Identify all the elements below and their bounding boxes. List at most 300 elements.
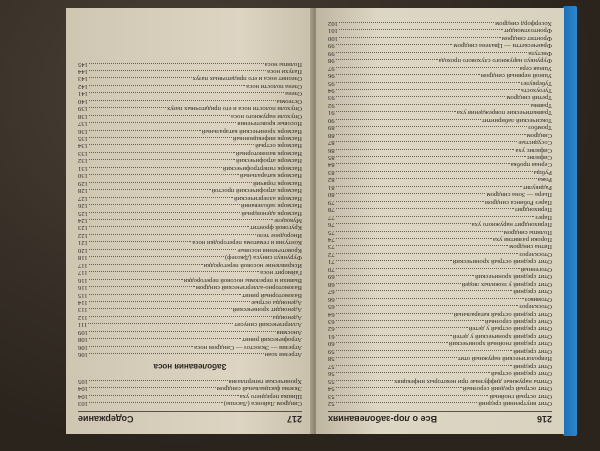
toc-entry: [328, 258, 552, 265]
toc-leader-dots: [89, 234, 256, 235]
toc-entry: [328, 332, 552, 339]
toc-leader-dots: [89, 167, 222, 168]
toc-entry-page: 52: [328, 400, 335, 407]
toc-leader-dots: [336, 141, 518, 142]
toc-entry-page: 58: [328, 355, 335, 363]
toc-entry-title: Атрофический ринит: [242, 336, 302, 344]
toc-leader-dots: [89, 219, 273, 220]
toc-leader-dots: [336, 59, 438, 60]
toc-entry-page: 59: [328, 347, 335, 355]
toc-entry-title: Аденоиды: [272, 313, 302, 321]
toc-entry-page: 132: [78, 157, 88, 165]
toc-entry-page: 73: [328, 243, 335, 251]
toc-entry-page: 125: [78, 209, 88, 217]
toc-entry-title: Отит средний: [513, 362, 552, 370]
toc-entry-page: 109: [78, 328, 88, 336]
toc-entry: [78, 179, 302, 186]
toc-entry-title: Токсический лабиринтит: [481, 116, 552, 124]
toc-entry: [328, 265, 552, 272]
toc-entry-title: Носовые кровотечения: [237, 120, 302, 128]
toc-entry: [328, 101, 552, 108]
toc-entry-title: Отит острый средний серозный: [462, 385, 552, 393]
toc-entry-page: 108: [78, 336, 88, 344]
toc-entry: [78, 291, 302, 298]
toc-leader-dots: [336, 164, 510, 165]
toc-entry: [78, 97, 302, 104]
toc-entry-page: 138: [78, 112, 88, 120]
toc-entry: [78, 68, 302, 75]
toc-entry: [78, 328, 302, 335]
toc-entry: [78, 269, 302, 276]
toc-entry: [328, 183, 552, 190]
left-page: [66, 8, 314, 434]
toc-entry-title: Аллергический синусит: [234, 321, 302, 329]
toc-leader-dots: [336, 238, 492, 239]
toc-entry-title: Перихондрит: [514, 206, 552, 214]
toc-entry: [78, 299, 302, 306]
toc-entry-page: 129: [78, 179, 88, 187]
toc-entry: [328, 243, 552, 250]
toc-entry-title: Вазомоторно-аллергический синдром: [195, 284, 302, 292]
toc-leader-dots: [89, 286, 195, 287]
toc-entry-title: Насморк инфекционный: [232, 135, 302, 143]
toc-entry: [78, 306, 302, 313]
toc-entry-title: Атрезия хоан: [264, 351, 302, 359]
toc-entry-title: Пьера — Зона синдром: [486, 191, 552, 199]
toc-entry-title: Франческетти — Цвалена синдром: [453, 42, 552, 50]
toc-entry: [328, 310, 552, 317]
toc-entry-title: Остеомы: [276, 97, 302, 105]
toc-entry: [78, 246, 302, 253]
toc-entry: [328, 206, 552, 213]
toc-entry: [78, 157, 302, 164]
toc-entry-title: Ушной нервный синдром: [480, 72, 552, 80]
toc-entry-page: 99: [328, 42, 335, 50]
toc-entry-title: Вывихи и переломы носовой перегородки: [183, 276, 302, 284]
toc-entry: [78, 60, 302, 67]
toc-entry: [78, 209, 302, 216]
toc-entry-title: Искривление носовой перегородки: [203, 261, 302, 269]
toc-leader-dots: [89, 197, 233, 198]
left-page-rotated: [66, 8, 314, 434]
toc-list-nose: [78, 60, 302, 358]
toc-entry: [328, 228, 552, 235]
toc-leader-dots: [336, 156, 526, 157]
toc-entry: [78, 75, 302, 82]
toc-entry-title: Травмы: [530, 101, 552, 109]
toc-leader-dots: [89, 174, 239, 175]
toc-leader-dots: [89, 380, 228, 381]
toc-entry-page: 104: [78, 392, 88, 400]
toc-entry-page: 117: [78, 261, 88, 269]
blue-cover-edge: [563, 6, 577, 436]
toc-entry: [78, 135, 302, 142]
toc-entry-title: Опухоли наружного носа: [231, 112, 302, 120]
toc-entry-title: Тугоухость: [520, 86, 552, 94]
toc-entry: [78, 217, 302, 224]
toc-entry-page: 112: [78, 313, 88, 321]
toc-entry-page: 91: [328, 109, 335, 117]
toc-entry: [328, 303, 552, 310]
toc-leader-dots: [89, 122, 236, 123]
toc-entry: [328, 124, 552, 131]
toc-entry: [328, 139, 552, 146]
toc-entry-title: Фронтит синдром: [501, 34, 552, 42]
toc-leader-dots: [89, 395, 239, 396]
toc-leader-dots: [89, 115, 230, 116]
toc-leader-dots: [336, 216, 535, 217]
toc-entry-title: Насморк вазомоторный: [235, 149, 302, 157]
toc-entry: [328, 355, 552, 362]
toc-entry-title: Круговой фронтит: [250, 224, 302, 232]
toc-entry: [78, 202, 302, 209]
toc-entry-page: 89: [328, 124, 335, 132]
toc-entry: [78, 284, 302, 291]
toc-entry-page: 62: [328, 325, 335, 333]
toc-leader-dots: [336, 313, 453, 314]
toc-entry-page: 97: [328, 64, 335, 72]
toc-entry: [328, 94, 552, 101]
toc-entry-title: Контузия и гематома перегородки носа: [192, 239, 302, 247]
toc-leader-dots: [336, 82, 520, 83]
toc-entry-page: 101: [328, 27, 338, 35]
toc-leader-dots: [336, 327, 468, 328]
toc-entry-page: 88: [328, 131, 335, 139]
toc-leader-dots: [336, 171, 533, 172]
toc-leader-dots: [89, 63, 264, 64]
toc-entry-title: Отит средний у пожилых людей: [461, 280, 552, 288]
toc-leader-dots: [88, 323, 233, 324]
toc-entry: [78, 150, 302, 157]
toc-entry-page: 106: [78, 343, 88, 351]
toc-leader-dots: [336, 89, 520, 90]
toc-entry: [78, 336, 302, 343]
toc-entry-title: Хосерфорд синдром: [495, 19, 552, 27]
toc-leader-dots: [89, 137, 232, 138]
toc-leader-dots: [336, 275, 475, 276]
toc-entry: [328, 362, 552, 369]
toc-entry-title: Фистула: [528, 49, 552, 57]
toc-entry-page: 92: [328, 101, 335, 109]
toc-entry: [78, 343, 302, 350]
toc-entry-page: 131: [78, 164, 88, 172]
toc-entry: [328, 176, 552, 183]
toc-entry-title: Фронтоэтмоидит: [504, 27, 552, 35]
toc-leader-dots: [336, 201, 484, 202]
toc-entry-page: 106: [78, 351, 88, 359]
toc-entry: [78, 351, 302, 358]
toc-leader-dots: [89, 130, 201, 131]
toc-entry-page: 141: [78, 90, 88, 98]
toc-leader-dots: [89, 77, 192, 78]
toc-list-ear: [78, 377, 302, 407]
toc-entry-title: Тромбоз: [528, 124, 552, 132]
toc-entry-title: Отит средний острый: [491, 370, 552, 378]
toc-entry-title: Кровотечения носовые: [237, 246, 302, 254]
toc-leader-dots: [336, 365, 513, 366]
toc-entry: [78, 164, 302, 171]
toc-entry: [328, 87, 552, 94]
toc-entry: [328, 49, 552, 56]
toc-entry-title: Отит средний: [513, 347, 552, 355]
toc-leader-dots: [89, 241, 191, 242]
right-page: [316, 8, 564, 434]
toc-entry: [328, 280, 552, 287]
toc-entry: [328, 191, 552, 198]
toc-entry: [78, 194, 302, 201]
toc-entry-page: 56: [328, 370, 335, 378]
toc-entry-title: Отиты наружные диффузные при некоторых инфекциях: [394, 377, 552, 385]
toc-entry-page: 139: [78, 105, 88, 113]
toc-leader-dots: [336, 178, 537, 179]
toc-entry-page: 77: [328, 213, 335, 221]
toc-entry-page: 99: [328, 49, 335, 57]
toc-entry-title: Атрезия — Экзостоз — Синдром носа: [194, 343, 302, 351]
toc-entry-title: Аденоиды острые: [251, 299, 302, 307]
toc-leader-dots: [89, 271, 259, 272]
toc-entry-page: 54: [328, 385, 335, 393]
toc-entry-page: 64: [328, 310, 335, 318]
toc-entry-page: 116: [78, 284, 88, 292]
toc-entry-title: Отит средний острый хронический: [452, 258, 552, 266]
toc-entry: [328, 19, 552, 26]
toc-leader-dots: [336, 253, 519, 254]
toc-leader-dots: [336, 283, 461, 284]
toc-leader-dots: [89, 402, 223, 403]
toc-leader-dots: [339, 22, 494, 23]
toc-entry-title: Перихондрит наружного уха: [471, 221, 552, 229]
toc-entry-title: Насморк хронический катаральный: [201, 127, 302, 135]
toc-entry-page: 127: [78, 194, 88, 202]
toc-entry: [328, 221, 552, 228]
right-page-header: [328, 411, 552, 424]
toc-entry-title: Отит средний: [513, 288, 552, 296]
toc-entry-page: 114: [78, 299, 88, 307]
toc-entry-page: 69: [328, 273, 335, 281]
toc-entry-page: 144: [78, 67, 88, 75]
toc-entry-title: Насморк гипертрофический: [222, 164, 302, 172]
toc-entry-title: Инородное тело: [256, 231, 302, 239]
toc-entry-page: 94: [328, 86, 335, 94]
toc-entry-page: 136: [78, 127, 88, 135]
toc-entry-title: Парез: [535, 213, 552, 221]
toc-entry: [328, 57, 552, 64]
toc-entry: [78, 82, 302, 89]
toc-entry-page: 113: [78, 306, 88, 314]
toc-leader-dots: [89, 353, 264, 354]
toc-entry-title: Отит внутренний средний: [478, 400, 552, 407]
toc-entry-page: 90: [328, 116, 335, 124]
toc-entry-page: 74: [328, 236, 335, 244]
toc-entry-title: Ушная сера: [519, 64, 552, 72]
toc-entry-page: 65: [328, 303, 335, 311]
toc-leader-dots: [336, 372, 490, 373]
toc-leader-dots: [89, 85, 245, 86]
toc-entry-page: 61: [328, 332, 335, 340]
toc-entry: [328, 146, 552, 153]
toc-entry: [328, 169, 552, 176]
toc-entry-page: 128: [78, 187, 88, 195]
toc-leader-dots: [339, 37, 501, 38]
toc-entry-page: 123: [78, 224, 88, 232]
toc-entry-title: Экзема фасциальный синдром: [216, 385, 302, 393]
toc-entry-page: 87: [328, 139, 335, 147]
toc-entry-page: 117: [78, 269, 88, 277]
right-page-number: 216: [536, 414, 552, 424]
toc-entry-page: 75: [328, 228, 335, 236]
toc-leader-dots: [89, 264, 203, 265]
toc-leader-dots: [89, 249, 237, 250]
toc-entry: [78, 400, 302, 407]
toc-entry-page: 81: [328, 183, 335, 191]
toc-entry-title: Отогенный: [520, 265, 552, 273]
toc-entry: [78, 321, 302, 328]
toc-leader-dots: [336, 231, 503, 232]
toc-leader-dots: [336, 96, 506, 97]
toc-entry: [328, 392, 552, 399]
toc-leader-dots: [339, 29, 503, 30]
toc-entry: [328, 385, 552, 392]
toc-entry-page: 80: [328, 191, 335, 199]
toc-entry: [78, 172, 302, 179]
toc-entry: [78, 224, 302, 231]
toc-entry: [328, 213, 552, 220]
toc-entry: [328, 370, 552, 377]
toc-list-right: [328, 19, 552, 407]
toc-entry: [328, 325, 552, 332]
toc-entry-page: 140: [78, 97, 88, 105]
toc-leader-dots: [336, 335, 452, 336]
toc-entry-page: 53: [328, 392, 335, 400]
toc-entry-page: 135: [78, 135, 88, 143]
toc-entry-title: Насморк катаральный: [239, 172, 302, 180]
toc-entry: [78, 105, 302, 112]
toc-leader-dots: [336, 320, 484, 321]
toc-leader-dots: [336, 342, 448, 343]
toc-entry-title: Отит острый гнойный: [489, 392, 552, 400]
toc-entry: [328, 131, 552, 138]
toc-entry-title: Насморк аллергический: [234, 194, 302, 202]
toc-entry: [328, 161, 552, 168]
toc-entry: [78, 239, 302, 246]
toc-entry: [328, 288, 552, 295]
toc-entry-page: 120: [78, 246, 88, 254]
left-page-header: [78, 411, 302, 424]
toc-entry: [328, 79, 552, 86]
toc-entry-page: 103: [78, 400, 88, 407]
toc-leader-dots: [89, 346, 193, 347]
toc-leader-dots: [89, 182, 252, 183]
toc-leader-dots: [336, 208, 514, 209]
toc-entry: [78, 392, 302, 399]
toc-leader-dots: [336, 126, 528, 127]
toc-entry-title: Полипы синдром: [503, 228, 552, 236]
toc-entry-title: Рожа: [537, 176, 552, 184]
toc-entry-page: 63: [328, 318, 335, 326]
toc-entry-page: 118: [78, 254, 88, 262]
toc-entry: [78, 276, 302, 283]
toc-entry: [78, 377, 302, 384]
toc-entry: [328, 42, 552, 49]
toc-entry-page: 98: [328, 57, 335, 65]
toc-entry-page: 116: [78, 276, 88, 284]
toc-leader-dots: [336, 357, 457, 358]
toc-leader-dots: [89, 331, 276, 332]
toc-leader-dots: [336, 119, 481, 120]
toc-entry: [328, 72, 552, 79]
toc-entry-title: Серная пробка: [510, 161, 552, 169]
toc-leader-dots: [89, 212, 240, 213]
toc-entry-title: Парез Робинса синдром: [484, 198, 552, 206]
toc-entry-title: Насморк атрофический простой: [211, 187, 302, 195]
toc-entry-page: 137: [78, 120, 88, 128]
toc-entry-title: Озена полости носа: [246, 82, 302, 90]
toc-leader-dots: [89, 387, 216, 388]
toc-entry-title: Опухоли полости носа и его придаточных пазух: [166, 105, 302, 113]
toc-entry: [328, 109, 552, 116]
toc-leader-dots: [89, 152, 235, 153]
toc-entry: [328, 27, 552, 34]
toc-entry-title: Травматические повреждения уха: [456, 109, 552, 117]
toc-entry-title: Сифилис уха: [515, 146, 552, 154]
toc-entry: [328, 236, 552, 243]
toc-leader-dots: [89, 107, 166, 108]
toc-entry-title: Отит средний острый катаральный: [453, 310, 552, 318]
toc-entry: [78, 254, 302, 261]
toc-entry-page: 85: [328, 154, 335, 162]
toc-entry-title: Хроническая гиперплазия: [228, 377, 302, 385]
toc-leader-dots: [89, 159, 235, 160]
toc-entry-page: 96: [328, 72, 335, 80]
section-heading: Заболевания носа: [153, 362, 227, 372]
toc-entry-title: Пороки развития уха: [492, 236, 552, 244]
toc-leader-dots: [336, 74, 480, 75]
toc-entry: [78, 112, 302, 119]
toc-entry: [78, 142, 302, 149]
toc-entry-page: 82: [328, 176, 335, 184]
toc-entry-page: 102: [328, 19, 338, 27]
toc-entry-page: 104: [78, 385, 88, 393]
toc-entry-page: 68: [328, 280, 335, 288]
toc-entry-page: 124: [78, 217, 88, 225]
toc-leader-dots: [336, 395, 489, 396]
toc-entry-page: 122: [78, 231, 88, 239]
toc-entry-title: Третий синдром: [506, 94, 552, 102]
toc-leader-dots: [336, 245, 509, 246]
toc-entry-title: Рубцы: [533, 168, 552, 176]
right-page-rotated: [316, 8, 564, 434]
toc-entry-title: Отомикоз: [524, 295, 552, 303]
toc-entry: [328, 273, 552, 280]
toc-entry-title: Синдром: [526, 131, 552, 139]
toc-leader-dots: [336, 350, 513, 351]
toc-entry-page: 76: [328, 221, 335, 229]
toc-leader-dots: [89, 338, 241, 339]
toc-leader-dots: [89, 204, 240, 205]
toc-entry-title: Вазомоторный ринит: [242, 291, 302, 299]
toc-leader-dots: [89, 308, 232, 309]
toc-entry-page: 57: [328, 362, 335, 370]
toc-entry-page: 86: [328, 146, 335, 154]
toc-entry-title: Сосудистые: [518, 139, 552, 147]
toc-entry-title: Пазухи носа: [267, 67, 302, 75]
toc-leader-dots: [89, 100, 276, 101]
toc-leader-dots: [336, 402, 478, 403]
toc-entry-page: 121: [78, 239, 88, 247]
toc-entry-title: Отит средний хронический: [475, 273, 552, 281]
toc-leader-dots: [89, 92, 284, 93]
toc-entry-title: Насморк горячий: [253, 179, 302, 187]
